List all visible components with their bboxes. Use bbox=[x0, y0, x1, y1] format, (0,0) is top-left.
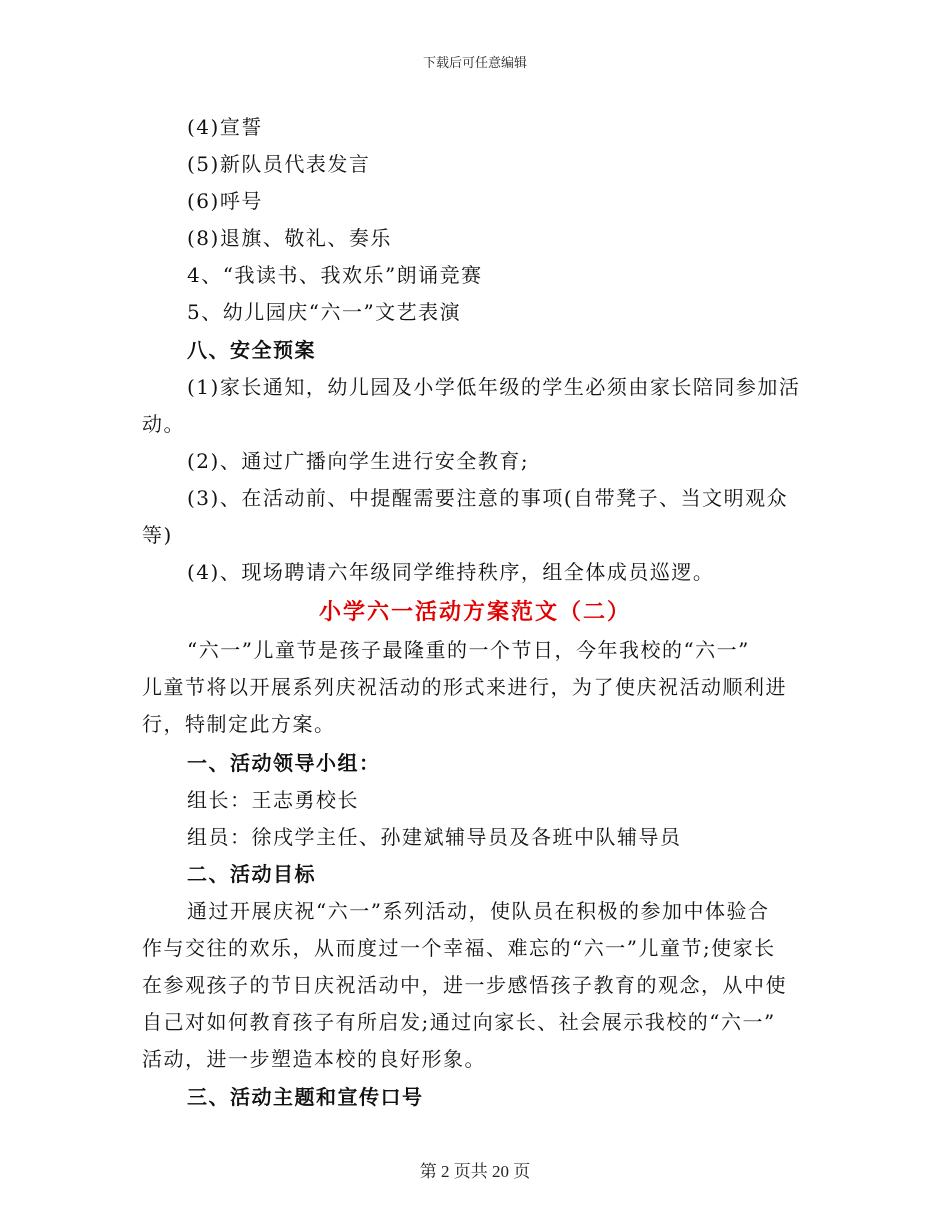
list-item: (8)退旗、敬礼、奏乐 bbox=[187, 226, 392, 250]
section-heading: 三、活动主题和宣传口号 bbox=[187, 1085, 424, 1109]
list-item: (5)新队员代表发言 bbox=[187, 152, 371, 176]
paragraph-line: (1)家长通知，幼儿园及小学低年级的学生必须由家长陪同参加活 bbox=[187, 375, 801, 399]
list-item: 4、“我读书、我欢乐”朗诵竞赛 bbox=[187, 263, 483, 287]
paragraph-line: 作与交往的欢乐，从而度过一个幸福、难忘的“六一”儿童节;使家长 bbox=[142, 936, 776, 960]
paragraph-line: 组员：徐戌学主任、孙建斌辅导员及各班中队辅导员 bbox=[187, 825, 682, 849]
list-item: 5、幼儿园庆“六一”文艺表演 bbox=[187, 300, 462, 324]
paragraph-line: 行，特制定此方案。 bbox=[142, 712, 336, 736]
section-title: 小学六一活动方案范文（二） bbox=[318, 600, 631, 625]
paragraph-line: 等) bbox=[142, 523, 173, 547]
paragraph-line: 通过开展庆祝“六一”系列活动，使队员在积极的参加中体验合 bbox=[187, 899, 770, 923]
page-footer: 第 2 页共 20 页 bbox=[419, 1162, 531, 1181]
paragraph-line: “六一”儿童节是孩子最隆重的一个节日，今年我校的“六一” bbox=[187, 638, 750, 662]
paragraph-line: 在参观孩子的节日庆祝活动中，进一步感悟孩子教育的观念，从中使 bbox=[142, 973, 787, 997]
paragraph-line: 活动，进一步塑造本校的良好形象。 bbox=[142, 1047, 486, 1071]
list-item: (2)、通过广播向学生进行安全教育; bbox=[187, 449, 530, 473]
section-heading: 八、安全预案 bbox=[187, 338, 316, 362]
list-item: (6)呼号 bbox=[187, 189, 263, 213]
list-item: (4)、现场聘请六年级同学维持秩序，组全体成员巡逻。 bbox=[187, 560, 715, 584]
paragraph-line: 儿童节将以开展系列庆祝活动的形式来进行，为了使庆祝活动顺利进 bbox=[142, 675, 787, 699]
list-item: (4)宣誓 bbox=[187, 115, 263, 139]
page-header: 下载后可任意编辑 bbox=[422, 56, 527, 71]
paragraph-line: (3)、在活动前、中提醒需要注意的事项(自带凳子、当文明观众 bbox=[187, 486, 789, 510]
paragraph-line: 自己对如何教育孩子有所启发;通过向家长、社会展示我校的“六一” bbox=[142, 1010, 776, 1034]
paragraph-line: 组长：王志勇校长 bbox=[187, 788, 359, 812]
section-heading: 一、活动领导小组： bbox=[187, 751, 381, 775]
paragraph-line: 动。 bbox=[142, 412, 185, 436]
section-heading: 二、活动目标 bbox=[187, 862, 316, 886]
